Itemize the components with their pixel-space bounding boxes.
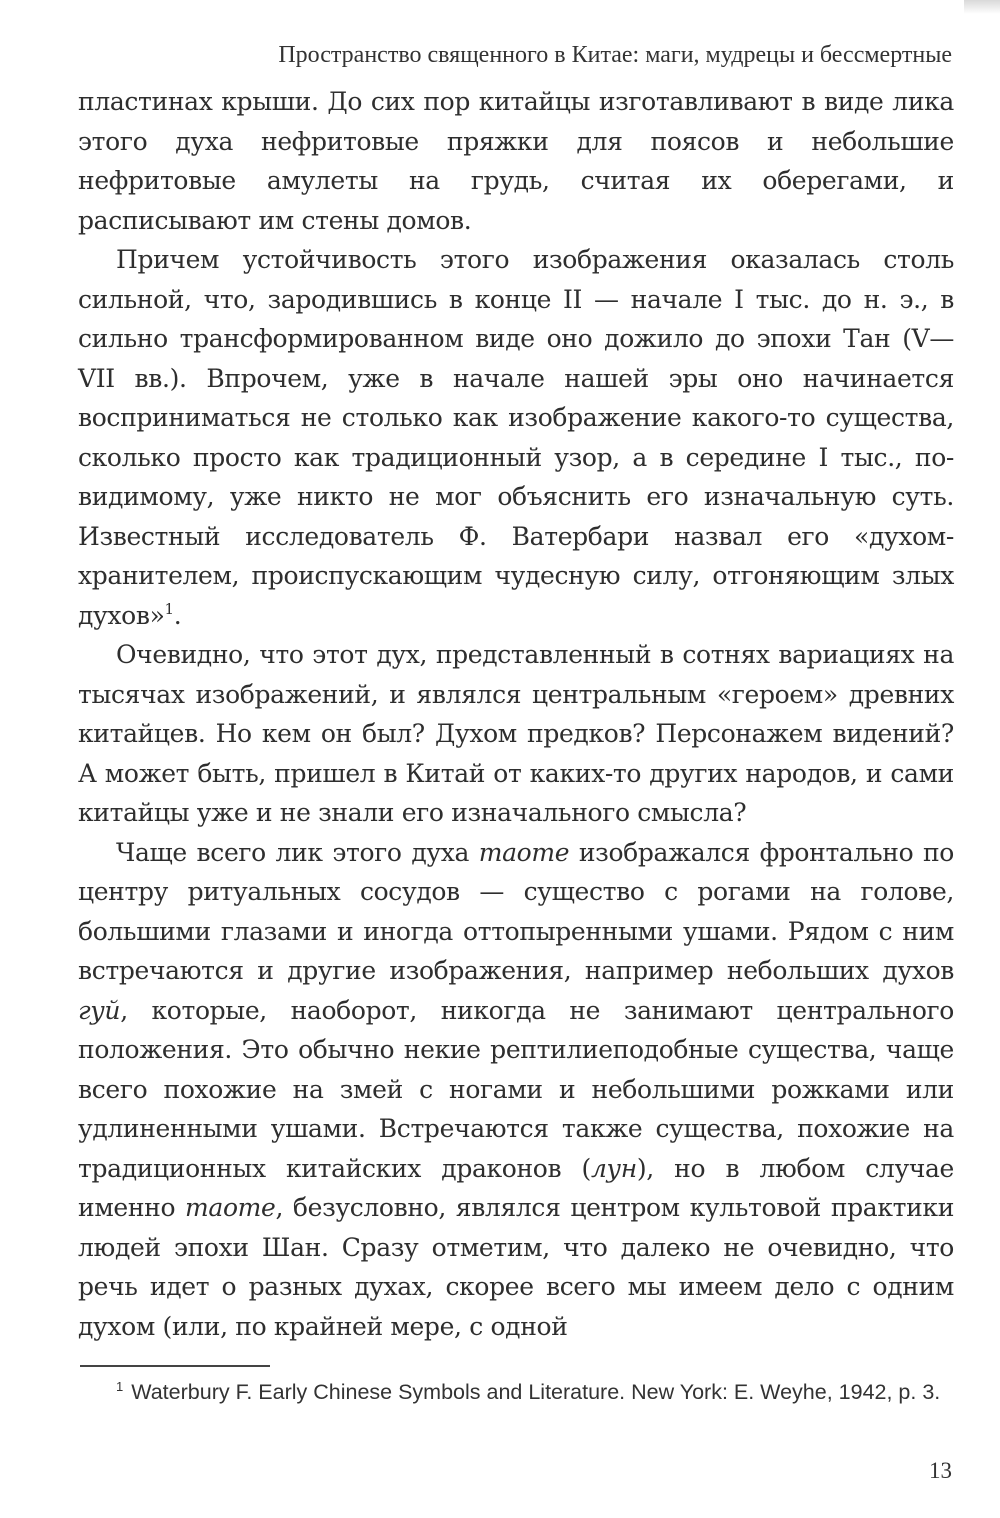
footnote-reference: 1 [164, 599, 174, 618]
footnote [80, 1376, 954, 1409]
footnote-text: Waterbury F. Early Chinese Symbols and Literature. New York: E. Weyhe, 1942, p. 3. [131, 1380, 941, 1404]
page-number: 13 [929, 1458, 952, 1483]
text-run: , которые, наоборот, никогда не занимают центрального положения. Это обычно некие рептилиеподобные существа, чаще всего похожие на змей с ногами и небольшими рожками или удлиненными ушами. Встречаются также существа, похожие на традиционных китайских драконов ( [78, 995, 954, 1183]
italic-term: таоте [478, 837, 570, 867]
paragraph [78, 240, 954, 635]
text-run: Причем устойчивость этого изображения оказалась столь сильной, что, зародившись в конце II — начале I тыс. до н. э., в сильно трансформированном виде оно дожило до эпохи Тан (V—VII вв.). Впрочем, уже в начале нашей эры оно начинается восприниматься не столько как изображение какого-то существа, сколько просто как традиционный узор, а в середине I тыс., по-видимому, уже никто не мог объяснить его изначальную суть. Известный исследователь Ф. Ватербари назвал его «духом-хранителем, происпускающим чудесную силу, отгоняющим злых духов» [78, 245, 954, 630]
paragraph [78, 635, 954, 833]
text-run: ), но в любом случае именно [78, 1153, 954, 1222]
paragraph [78, 833, 954, 1347]
text-run: Очевидно, что этот дух, представленный в сотнях вариациях на тысячах изображений, и являлся центральным «героем» древних китайцев. Но кем он был? Духом предков? Персонажем видений? А может быть, пришел в Китай от каких-то других народов, и сами китайцы уже и не знали его изначального смысла? [78, 640, 954, 827]
main-text [78, 82, 954, 1346]
paragraph [78, 82, 954, 240]
text-run: . [173, 600, 182, 630]
italic-term: лун [590, 1153, 637, 1183]
footnote-mark: 1 [116, 1379, 124, 1394]
text-run: изображался фронтально по центру ритуальных сосудов — существо с рогами на голове, большими глазами и иногда оттопыренными ушами. Рядом с ним встречаются и другие изображения, например небольших духов [78, 837, 955, 985]
footnote-rule [80, 1365, 270, 1367]
running-head: Пространство священного в Китае: маги, мудрецы и бессмертные [278, 42, 952, 68]
italic-term: гуй [78, 995, 121, 1025]
text-run: , безусловно, являлся центром культовой практики людей эпохи Шан. Сразу отметим, что далеко не очевидно, что речь идет о разных духах, скорее всего мы имеем дело с одним духом (или, по крайней мере, с одной [78, 1193, 955, 1341]
text-run: Чаще всего лик этого духа [116, 837, 479, 867]
italic-term: таоте [185, 1193, 276, 1222]
scan-edge-shade [964, 0, 1000, 14]
text-run: пластинах крыши. До сих пор китайцы изготавливают в виде лика этого духа нефритовые пряжки для поясов и небольшие нефритовые амулеты на грудь, считая их оберегами, и расписывают им стены домов. [78, 87, 954, 235]
